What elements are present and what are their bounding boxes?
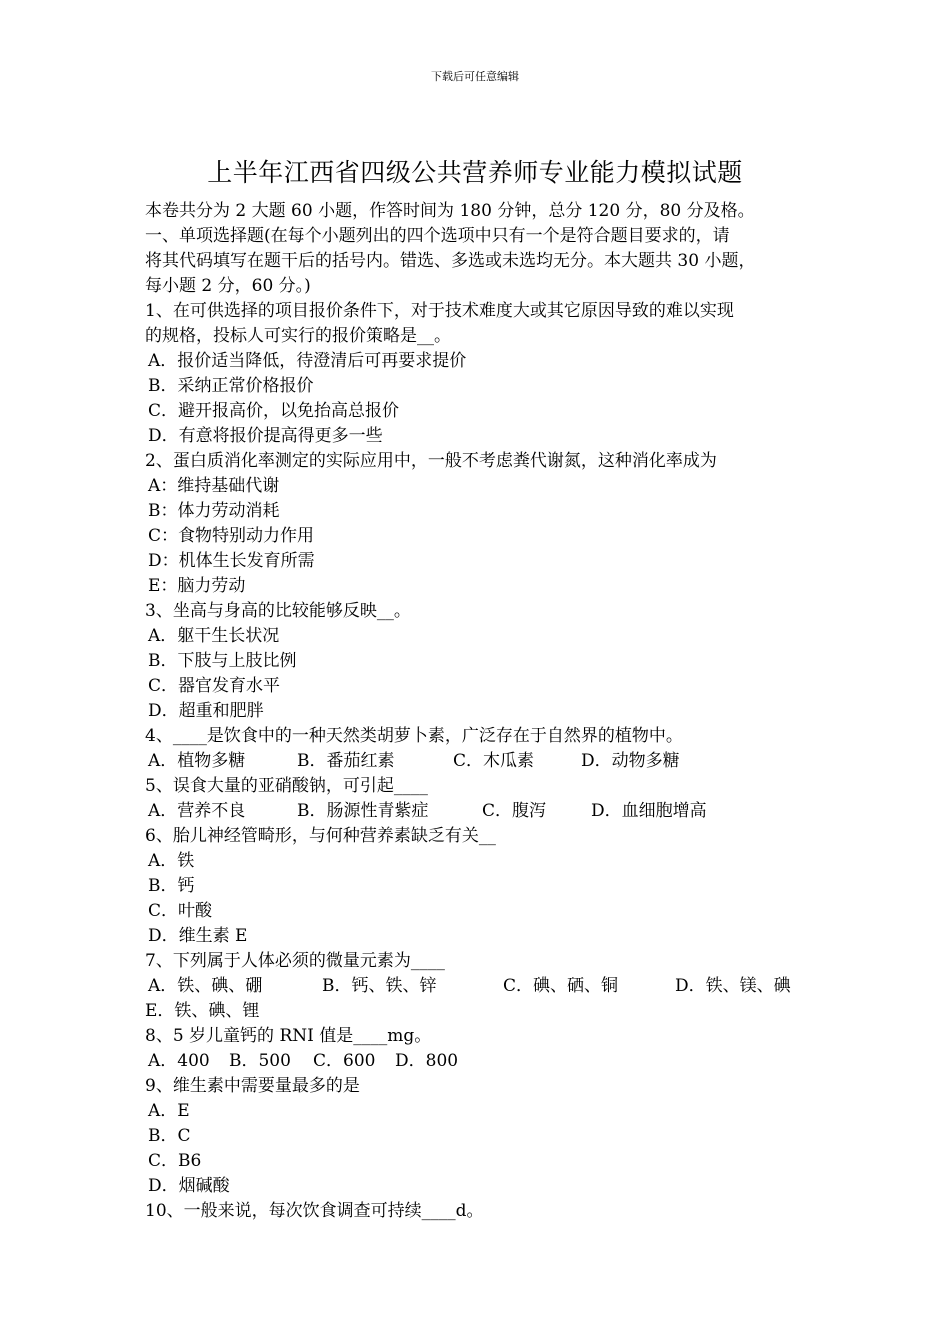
question-5-option-d: D．血细胞增高 [591, 801, 707, 821]
question-7-option-b: B．钙、铁、锌 [322, 976, 437, 996]
question-9-option-d: D．烟碱酸 [148, 1176, 230, 1196]
question-2-option-b: B：体力劳动消耗 [148, 501, 280, 521]
question-4-option-c: C．木瓜素 [453, 751, 535, 771]
question-1-option-b: B．采纳正常价格报价 [148, 376, 314, 396]
question-7-options [145, 974, 825, 999]
question-2-option-d: D：机体生长发育所需 [148, 551, 315, 571]
intro-line: 本卷共分为 2 大题 60 小题，作答时间为 180 分钟，总分 120 分，80 分及格。 [145, 201, 755, 221]
intro-line: 每小题 2 分，60 分。) [145, 276, 311, 296]
question-5-stem: 5、误食大量的亚硝酸钠，可引起____ [145, 776, 428, 796]
question-8-option-d: D．800 [395, 1051, 459, 1071]
question-4-stem: 4、____是饮食中的一种天然类胡萝卜素，广泛存在于自然界的植物中。 [145, 726, 683, 746]
document-body [145, 199, 825, 1224]
question-7-option-c: C．碘、硒、铜 [503, 976, 619, 996]
question-4-option-a: A．植物多糖 [148, 751, 246, 771]
question-7-option-a: A．铁、碘、硼 [148, 976, 263, 996]
question-6-option-b: B．钙 [148, 876, 195, 896]
header-note: 下载后可任意编辑 [431, 70, 519, 83]
question-8-option-c: C．600 [313, 1051, 376, 1071]
intro-line: 一、单项选择题(在每个小题列出的四个选项中只有一个是符合题目要求的，请 [145, 226, 730, 246]
page-title: 上半年江西省四级公共营养师专业能力模拟试题 [207, 158, 743, 187]
question-3-option-c: C．器官发育水平 [148, 676, 281, 696]
question-2-option-c: C：食物特别动力作用 [148, 526, 315, 546]
intro-line: 将其代码填写在题干后的括号内。错选、多选或未选均无分。本大题共 30 小题， [145, 251, 756, 271]
question-1-option-a: A．报价适当降低，待澄清后可再要求提价 [148, 351, 467, 371]
question-4-option-d: D．动物多糖 [581, 751, 680, 771]
question-9-stem: 9、维生素中需要量最多的是 [145, 1076, 360, 1096]
question-9-option-c: C．B6 [148, 1151, 202, 1171]
question-10-stem: 10、一般来说，每次饮食调查可持续____d。 [145, 1201, 484, 1221]
question-4-options [145, 749, 825, 774]
question-7-option-e: E．铁、碘、锂 [145, 1001, 260, 1021]
question-8-option-b: B．500 [229, 1051, 291, 1071]
question-6-option-a: A．铁 [148, 851, 195, 871]
question-7-stem: 7、下列属于人体必须的微量元素为____ [145, 951, 445, 971]
question-9-option-a: A．E [148, 1101, 190, 1121]
question-3-stem: 3、坐高与身高的比较能够反映__。 [145, 601, 411, 621]
question-9-option-b: B．C [148, 1126, 191, 1146]
question-3-option-a: A．躯干生长状况 [148, 626, 280, 646]
question-5-options [145, 799, 825, 824]
question-2-option-a: A：维持基础代谢 [148, 476, 280, 496]
question-6-stem: 6、胎儿神经管畸形，与何种营养素缺乏有关__ [145, 826, 496, 846]
question-5-option-a: A．营养不良 [148, 801, 246, 821]
question-1-option-d: D．有意将报价提高得更多一些 [148, 426, 383, 446]
question-5-option-c: C．腹泻 [482, 801, 547, 821]
question-8-option-a: A．400 [148, 1051, 210, 1071]
question-6-option-c: C．叶酸 [148, 901, 213, 921]
question-2-option-e: E：脑力劳动 [148, 576, 246, 596]
question-2-stem: 2、蛋白质消化率测定的实际应用中，一般不考虑粪代谢氮，这种消化率成为 [145, 451, 717, 471]
question-1-option-c: C．避开报高价，以免抬高总报价 [148, 401, 400, 421]
question-4-option-b: B．番茄红素 [297, 751, 395, 771]
question-1-stem: 1、在可供选择的项目报价条件下，对于技术难度大或其它原因导致的难以实现 [145, 301, 734, 321]
question-1-stem: 的规格，投标人可实行的报价策略是__。 [145, 326, 451, 346]
question-8-options [145, 1049, 825, 1074]
question-3-option-d: D．超重和肥胖 [148, 701, 264, 721]
question-8-stem: 8、5 岁儿童钙的 RNI 值是____mg。 [145, 1026, 432, 1046]
question-6-option-d: D．维生素 E [148, 926, 248, 946]
question-5-option-b: B．肠源性青紫症 [297, 801, 429, 821]
question-3-option-b: B．下肢与上肢比例 [148, 651, 297, 671]
question-7-option-d: D．铁、镁、碘 [675, 976, 791, 996]
